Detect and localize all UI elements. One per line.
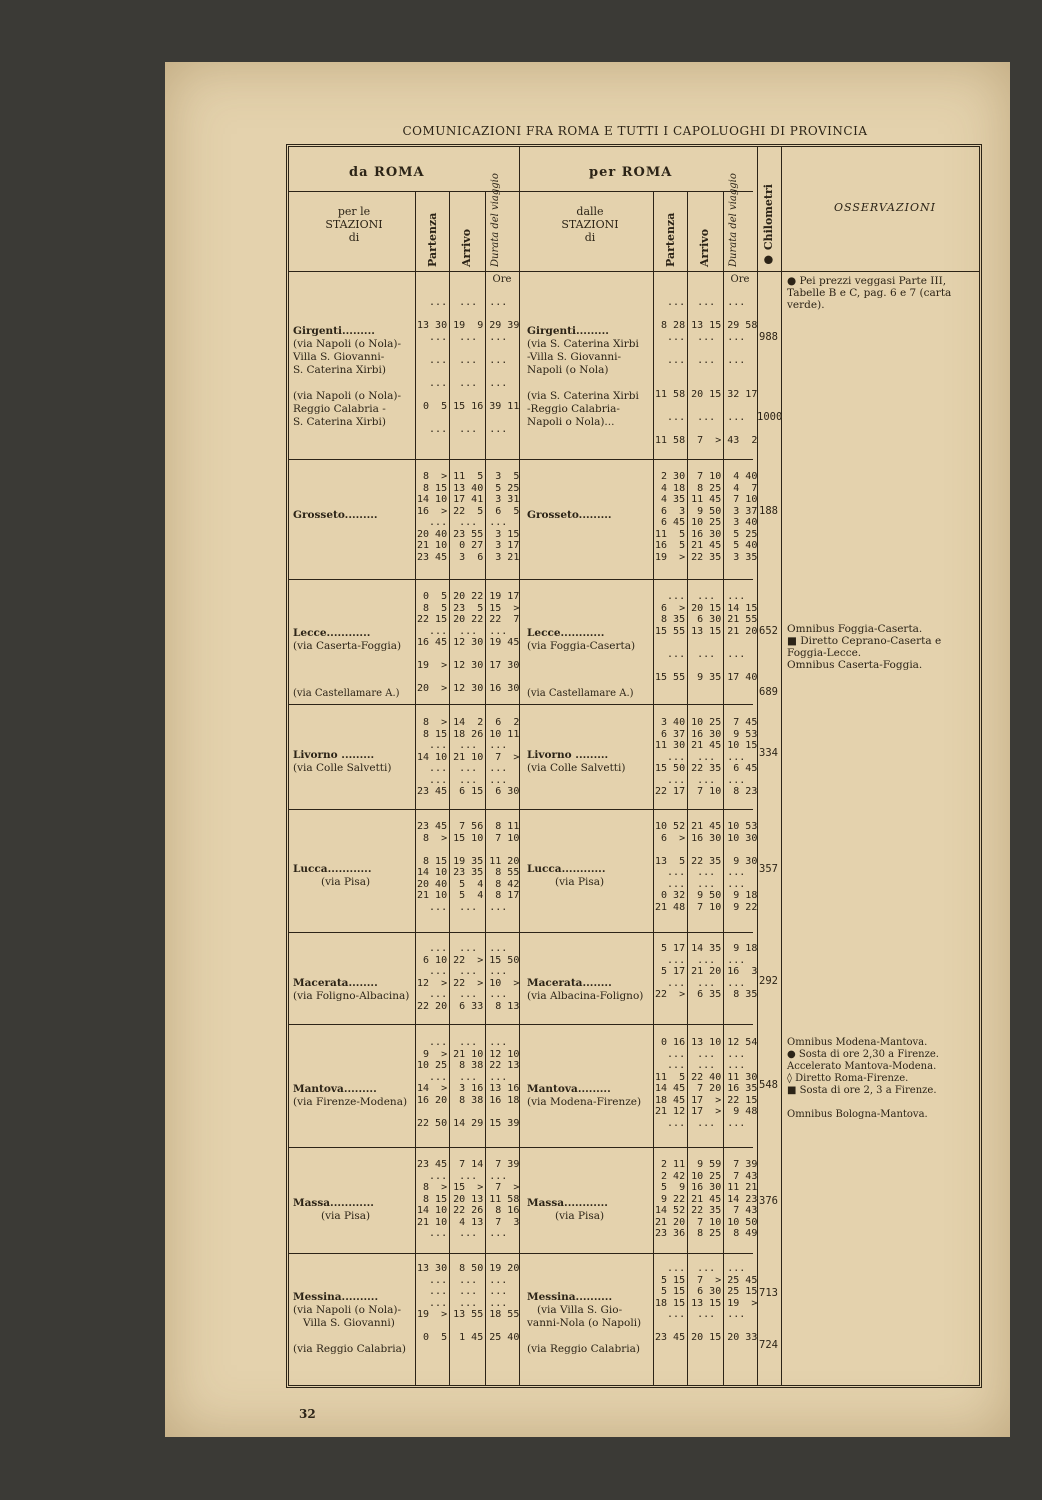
col-di-to: di xyxy=(584,231,596,244)
col-partenza: Partenza xyxy=(426,212,439,267)
section-notes: Omnibus Modena-Mantova. ● Sosta di ore 2,30 a Firenze. Accelerato Mantova-Modena. ◊ Diretto Roma-Firenze. ■ Sosta di ore 2, 3 a Firenze. Omnibus Bologna-Mantova. xyxy=(787,1037,939,1120)
da-roma-heading: da ROMA xyxy=(349,165,425,180)
station-name: Girgenti......... xyxy=(293,325,375,337)
col-di: di xyxy=(348,231,360,244)
col-osservazioni: OSSERVAZIONI xyxy=(834,201,936,214)
col-durata-to: Durata del viaggio xyxy=(728,173,739,267)
col-dalle: dalle xyxy=(576,205,604,218)
km-value: 1000 xyxy=(757,411,783,423)
to-times: ... ... ... 8 28 13 15 29 58 ... ... ... ... ... ... 11 58 20 15 32 17 ... ... ... 11 58 7 > 43 2 xyxy=(655,297,758,446)
col-chilometri: ● Chilometri xyxy=(762,184,775,267)
km-value: 988 xyxy=(759,331,778,343)
section-notes: Omnibus Foggia-Caserta. ■ Diretto Ceprano-Caserta e Foggia-Lecce. Omnibus Caserta-Foggia. xyxy=(787,623,942,671)
per-roma-heading: per ROMA xyxy=(589,165,673,180)
page-header: COMUNICAZIONI FRA ROMA E TUTTI I CAPOLUOGHI DI PROVINCIA xyxy=(402,124,868,138)
page-number: 32 xyxy=(299,1407,316,1421)
general-note: ● Pei prezzi veggasi Parte III, Tabelle B e C, pag. 6 e 7 (carta verde). xyxy=(787,275,952,311)
col-durata: Durata del viaggio xyxy=(490,173,501,267)
col-partenza-to: Partenza xyxy=(664,212,677,267)
book-page xyxy=(165,62,1010,1437)
col-stazioni: STAZIONI xyxy=(325,218,383,231)
ore-label-to: Ore xyxy=(730,274,750,285)
col-per-le: per le xyxy=(337,205,371,218)
timetable: da ROMA per ROMA per le STAZIONI di dalle STAZIONI di Partenza Arrivo Durata del viaggio Partenza Arrivo Durata del viaggio ● Chilometri OSSERVAZIONI Ore Ore ● Pei prezzi veggasi Parte III, Tabelle B e C, pag. 6 e 7 (carta verde). Girgenti......... (via Napoli (o Nola)- Villa S. Giovanni- S. Caterina Xirbi) (via Napoli (o Nola)- Reggio Calabria - S. Caterina Xirbi) ... ... ... 13 30 19 9 29 39 ... ... ... ... ... ... ... ... ... 0 5 15 16 39 11 ... ... ... Girgenti......... (via S. Caterina Xirbi -Villa S. Giovanni- Napoli (o Nola) (via S. Caterina Xirbi -Reggio Calabria- Napoli o Nola)... ... ... ... 8 28 13 15 29 58 ... ... ... ... ... ... 11 58 20 15 32 17 ... ... ... 11 58 7 > 43 2 988 1000 Grosseto......... 8 > 11 5 3 5 8 15 13 40 5 25 14 10 17 41 3 31 16 > 22 5 6 5 ... ... ... 20 40 23 55 3 15 21 10 0 27 3 17 23 45 3 6 3 21 Grosseto......... 2 30 7 10 4 40 4 18 8 25 4 7 4 35 11 45 7 10 6 3 9 50 3 37 6 45 10 25 3 40 11 5 16 30 5 25 16 5 21 45 5 40 19 > 22 35 3 35 188 Lecce............ (via Caserta-Foggia) (via Castellamare A.) 0 5 20 22 19 17 8 5 23 5 15 > 22 15 20 22 22 7 ... ... ... 16 45 12 30 19 45 19 > 12 30 17 30 20 > 12 30 16 30 Lecce............ (via Foggia-Caserta) (via Castellamare A.) ... ... ... 6 > 20 15 14 15 8 35 6 30 21 55 15 55 13 15 21 20 ... ... ... 15 55 9 35 17 40 652 689 Omnibus Foggia-Caserta. ■ Diretto Ceprano-Caserta e Foggia-Lecce. Omnibus Caserta-Foggia. Livorno ......... (via Colle Salvetti) 8 > 14 2 6 2 8 15 18 26 10 11 ... ... ... 14 10 21 10 7 > ... ... ... ... ... ... 23 45 6 15 6 30 Livorno ......... (via Colle Salvetti) 3 40 10 25 7 45 6 37 16 30 9 53 11 30 21 45 10 15 ... ... ... 15 50 22 35 6 45 ... ... ... 22 17 7 10 8 23 334 Lucca............ (via Pisa) 23 45 7 56 8 11 8 > 15 10 7 10 8 15 19 35 11 20 14 10 23 35 8 55 20 40 5 4 8 42 21 10 5 4 8 17 ... ... ... Lucca............ (via Pisa) 10 52 21 45 10 53 6 > 16 30 10 30 13 5 22 35 9 30 ... ... ... ... ... ... 0 32 9 50 9 18 21 48 7 10 9 22 357 Macerata........ (via Foligno-Albacina) ... ... ... 6 10 22 > 15 50 ... ... ... 12 > 22 > 10 > ... ... ... 22 20 6 33 8 13 Macerata........ (via Albacina-Foligno) 5 17 14 35 9 18 ... ... ... 5 17 21 20 16 3 ... ... ... 22 > 6 35 8 35 292 Mantova......... (via Firenze-Modena) ... ... ... 9 > 21 10 12 10 10 25 8 38 22 13 ... ... ... 14 > 3 16 13 16 16 20 8 38 16 18 22 50 14 29 15 39 Mantova......... (via Modena-Firenze) 0 16 13 10 12 54 ... ... ... ... ... ... 11 5 22 40 11 30 14 45 7 20 16 35 18 45 17 > 22 15 21 12 17 > 9 48 ... ... ... 548 Omnibus Modena-Mantova. ● Sosta di ore 2,30 a Firenze. Accelerato Mantova-Modena. ◊ Diretto Roma-Firenze. ■ Sosta di ore 2, 3 a Firenze. Omnibus Bologna-Mantova. Massa............ (via Pisa) 23 45 7 14 7 39 ... ... ... 8 > 15 > 7 > 8 15 20 13 11 58 14 10 22 26 8 16 21 10 4 13 7 3 ... ... ... Massa............ (via Pisa) 2 11 9 59 7 39 2 42 10 25 7 43 5 9 16 30 11 21 9 22 21 45 14 23 14 52 22 35 7 43 21 20 7 10 10 50 23 36 8 25 8 49 376 Messina.......... (via Napoli (o Nola)- Villa S. Giovanni) (via Reggio Calabria) 13 30 8 50 19 20 ... ... ... ... ... ... ... ... ... 19 > 13 55 18 55 0 5 1 45 25 40 Messina.......... (via Villa S. Gio- vanni-Nola (o Napoli) (via Reggio Calabria) ... ... ... 5 15 7 > 25 45 5 15 6 30 25 15 18 15 13 15 19 > ... ... ... 23 45 20 15 20 33 713 724 xyxy=(286,144,982,1388)
from-times: ... ... ... 13 30 19 9 29 39 ... ... ... ... ... ... ... ... ... 0 5 15 16 39 11 ... ... ... xyxy=(417,297,520,435)
ore-label: Ore xyxy=(492,274,512,285)
col-stazioni-to: STAZIONI xyxy=(561,218,619,231)
station-name-to: Girgenti......... xyxy=(527,325,609,337)
col-arrivo-to: Arrivo xyxy=(698,228,711,267)
divider-notes xyxy=(781,147,782,1385)
col-arrivo: Arrivo xyxy=(460,228,473,267)
